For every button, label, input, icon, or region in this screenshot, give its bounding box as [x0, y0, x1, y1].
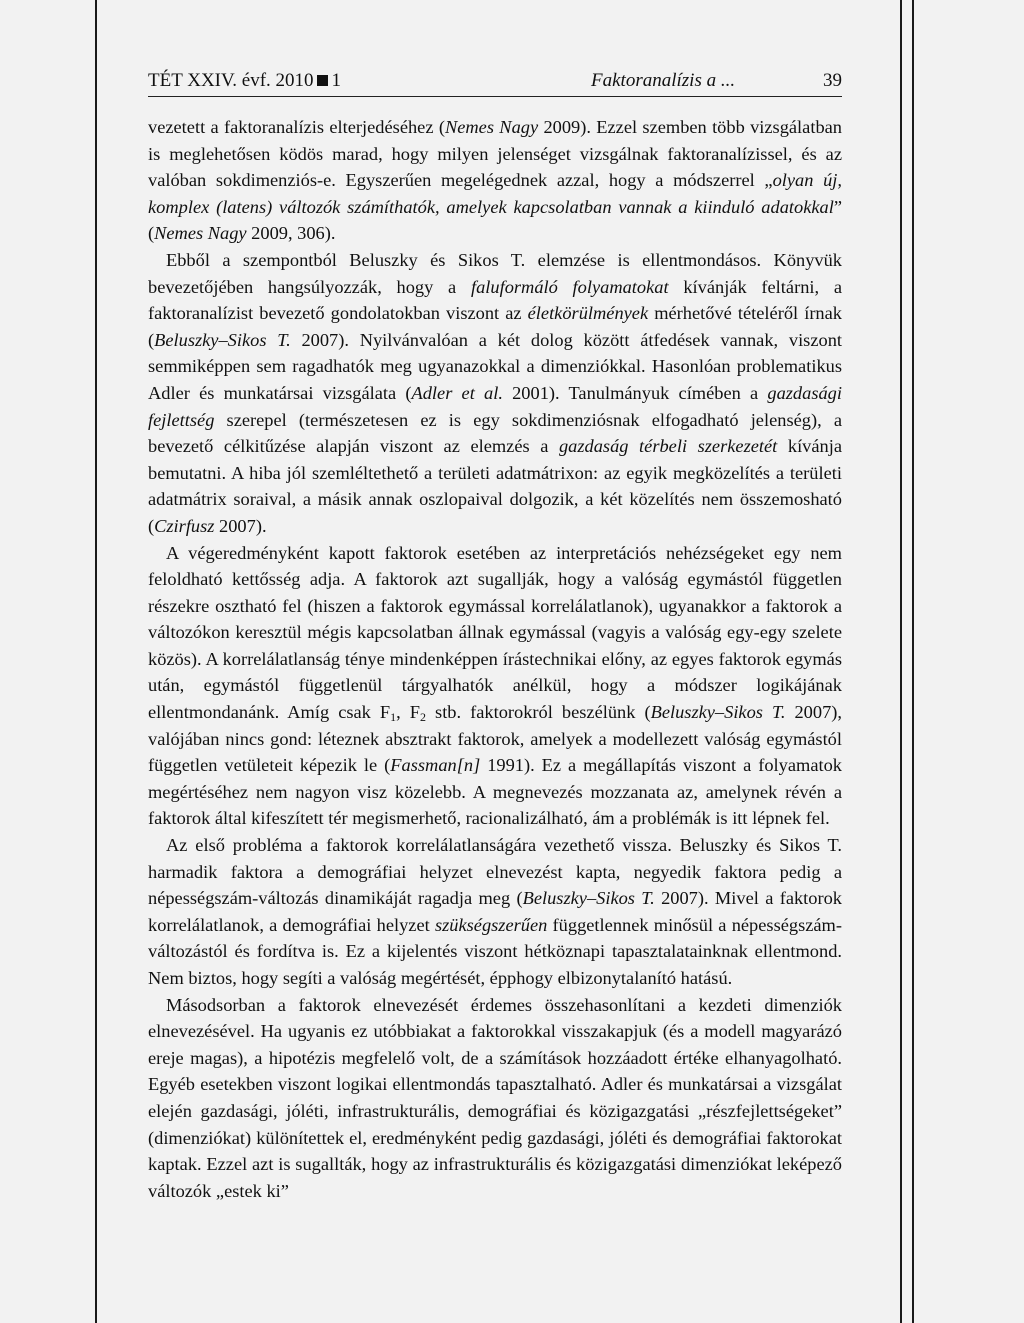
header-rule	[148, 96, 842, 97]
text-run: 1991). Ez a megállapítás viszont a folyamatok megértéséhez nem nagyon visz közelebb. A megnevezés mozzanata az, amelynek révén a faktorok által kifeszített tér megismerhető, racionalizálható, ám a problémák is itt lépnek fel.	[148, 755, 842, 829]
text-run: függetlennek minősül a népességszám-változástól és fordítva is. Ez a kijelentés viszont hétköznapi tapasztalatainknak ellentmond. Nem biztos, hogy segíti a valóság megértését, épphogy elbizonytalanító hatású.	[148, 914, 842, 988]
text-run: 2001). Tanulmányuk címében a	[502, 382, 768, 403]
square-bullet-icon	[317, 75, 328, 86]
italic-run: Adler et al.	[411, 382, 503, 403]
issue-number: 1	[331, 70, 342, 91]
subscript: 1	[390, 710, 397, 725]
paragraph	[148, 540, 842, 833]
running-header	[148, 66, 842, 96]
text-run: mérhetővé tételéről írnak (	[148, 303, 842, 350]
italic-run: gazdasági fejlettség	[148, 382, 842, 430]
text-run: 2007). Nyilvánvalóan a két dolog között átfedések vannak, viszont semmiképpen sem ragadhatók meg ugyanazokkal a dimenziókkal. Hasonlóan problematikus Adler és munkatársai vizsgálata (	[148, 329, 842, 403]
text-run: 2009). Ezzel szemben több vizsgálatban is meglehetősen ködös marad, hogy milyen jelenséget vizsgálnak faktoranalízissel, és az valóban sokdimenziós-e. Egyszerűen megelégednek azzal, hogy a módszerrel „	[148, 117, 842, 191]
page-number: 39	[823, 70, 842, 91]
body-text	[148, 114, 842, 1204]
text-run: Másodsorban a faktorok elnevezését érdemes összehasonlítani a kezdeti dimenziók elnevezésével. Ha ugyanis ez utóbbiakat a faktorokkal visszakapjuk (és a modell magyarázó ereje magas), a hipotézis megfelelő volt, de a számítások hozzáadott értéke elhanyagolható. Egyéb esetekben viszont logikai ellentmondás tapasztalható. Adler és munkatársai a vizsgálat elején gazdasági, jóléti, infrastrukturális, demográfiai és közigazgatási „részfejlettségeket” (dimenziókat) különítettek el, eredményként pedig gazdasági, jóléti és demográfiai faktorokat kaptak. Ezzel azt is sugallták, hogy az infrastrukturális és közigazgatási dimenziókat leképező változók „estek ki”	[148, 994, 842, 1201]
text-run: 2009, 306).	[246, 223, 336, 244]
text-run: ” (	[148, 196, 842, 244]
paragraph	[148, 247, 842, 540]
italic-run: Nemes Nagy	[444, 117, 539, 137]
text-run: 2007), valójában nincs gond: léteznek absztrakt faktorok, amelyek a modellezett valóság egymástól független vetületeit képezik le (	[148, 702, 842, 776]
text-run: stb. faktorokról beszélünk (	[426, 702, 651, 723]
text-run: vezetett a faktoranalízis elterjedéséhez (	[148, 117, 445, 137]
text-run: Az első probléma a faktorok korrelálatlanságára vezethető vissza. Beluszky és Sikos T. harmadik faktora a demográfiai helyzet elnevezést kapta, negyedik faktora pedig a népességszám-változás dinamikáját ragadja meg (	[148, 835, 842, 909]
text-run: szerepel (természetesen ez is egy sokdimenziósnak elfogadható jelenség), a bevezető célkitűzése alapján viszont az elemzés a	[148, 409, 842, 457]
paragraph	[148, 832, 842, 992]
italic-run: életkörülmények	[527, 303, 649, 324]
text-run: 2007).	[214, 515, 267, 536]
subscript: 2	[420, 710, 426, 725]
italic-run: faluformáló folyamatokat	[470, 276, 669, 297]
text-run: , F	[396, 702, 420, 723]
text-run: kívánja bemutatni. A hiba jól szemléltethető a területi adatmátrixon: az egyik megközelítés a területi adatmátrix soraival, a másik annak oszlopaival dolgozik, a két közelítés nem összemosható (	[148, 436, 842, 536]
text-run: A végeredményként kapott faktorok esetében az interpretációs nehézségeket egy nem feloldható kettősség adja. A faktorok azt sugallják, hogy a valóság egymástól független részekre osztható fel (hiszen a faktorok egymással korrelálatlanok), ugyanakkor a faktorok a változókon keresztül mégis kapcsolatban állnak egymással (vagyis a valóság egy-egy szelete közös). A korrelálatlanság ténye mindenképpen írástechnikai előny, az egyes faktorok egymás után, egymástól függetlenül tárgyalhatók anélkül, hogy a módszer logikájának ellentmondanánk. Amíg csak F	[148, 542, 842, 723]
right-margin-line-2	[912, 0, 914, 1323]
text-run: 2007). Mivel a faktorok korrelálatlanok, a demográfiai helyzet	[148, 888, 842, 935]
italic-run: Czirfusz	[154, 515, 215, 536]
italic-run: Beluszky–Sikos T.	[650, 702, 786, 723]
italic-run: Fassman[n]	[390, 755, 481, 776]
journal-info	[148, 66, 341, 96]
paragraph	[148, 992, 842, 1205]
text-run: kívánják feltárni, a faktoranalízist bevezető gondolatokban viszont az	[148, 276, 842, 324]
right-margin-line-1	[900, 0, 902, 1323]
text-run: Ebből a szempontból Beluszky és Sikos T. elemzése is ellentmondásos. Könyvük bevezetőjében hangsúlyozzák, hogy a	[148, 249, 842, 297]
italic-run: Beluszky–Sikos T.	[522, 888, 655, 909]
running-title: Faktoranalízis a ...	[591, 70, 736, 91]
journal-label: TÉT XXIV. évf. 2010	[148, 70, 314, 91]
italic-run: Nemes Nagy	[154, 223, 247, 244]
paragraph	[148, 114, 842, 247]
italic-run: gazdaság térbeli szerkezetét	[558, 436, 778, 457]
italic-run: Beluszky–Sikos T.	[154, 329, 291, 350]
left-margin-line	[95, 0, 97, 1323]
italic-run: olyan új, komplex (latens) változók számíthatók, amelyek kapcsolatban vannak a kiinduló adatokkal	[148, 170, 842, 217]
italic-run: szükségszerűen	[434, 914, 548, 935]
